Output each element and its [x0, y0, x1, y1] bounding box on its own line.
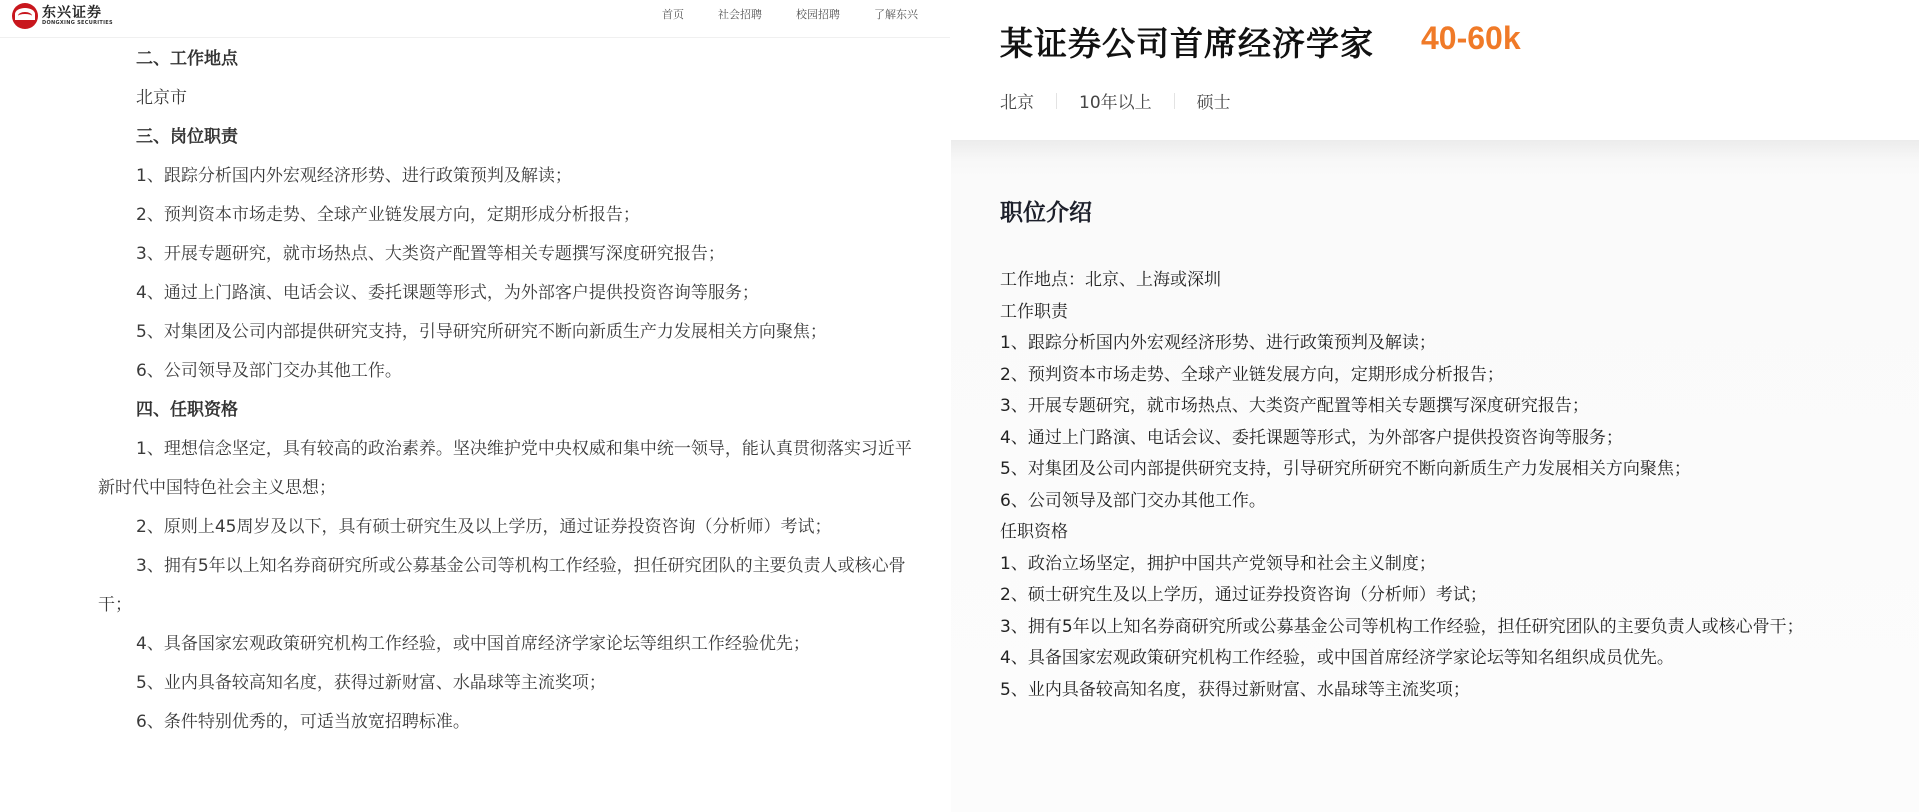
duty-item: 4、通过上门路演、电话会议、委托课题等形式，为外部客户提供投资咨询等服务； [136, 283, 759, 303]
nav-campus-recruit[interactable]: 校园招聘 [796, 8, 840, 21]
job-header [951, 0, 1919, 140]
qualification-item: 5、业内具备较高知名度，获得过新财富、水晶球等主流奖项； [136, 673, 606, 693]
qualification-item: 2、原则上45周岁及以下，具有硕士研究生及以上学历，通过证券投资咨询（分析师）考试； [136, 517, 832, 537]
nav-home[interactable]: 首页 [662, 8, 684, 21]
duty-item: 1、跟踪分析国内外宏观经济形势、进行政策预判及解读； [136, 166, 572, 186]
job-title: 某证券公司首席经济学家 [1000, 24, 1374, 63]
qualification-item: 5、业内具备较高知名度，获得过新财富、水晶球等主流奖项； [1000, 679, 1470, 700]
company-logo[interactable] [12, 3, 113, 29]
top-nav [628, 0, 918, 28]
nav-about[interactable]: 了解东兴 [874, 8, 918, 21]
section-title: 职位介绍 [1000, 200, 1092, 226]
location-text: 北京市 [136, 88, 187, 108]
qualification-item: 1、政治立场坚定，拥护中国共产党领导和社会主义制度； [1000, 553, 1436, 574]
right-job-page [951, 0, 1919, 812]
left-job-page [0, 0, 950, 812]
qualification-item: 3、拥有5年以上知名券商研究所或公募基金公司等机构工作经验，担任研究团队的主要负责人或核心骨干； [98, 556, 906, 615]
job-detail-card [951, 140, 1919, 812]
meta-divider [1056, 93, 1057, 109]
qualifications-heading: 四、任职资格 [136, 400, 238, 420]
meta-divider [1174, 93, 1175, 109]
duty-item: 2、预判资本市场走势、全球产业链发展方向，定期形成分析报告； [1000, 364, 1504, 385]
site-header [0, 0, 950, 38]
location-heading: 二、工作地点 [136, 49, 238, 69]
duty-item: 6、公司领导及部门交办其他工作。 [136, 361, 402, 381]
duty-item: 4、通过上门路演、电话会议、委托课题等形式，为外部客户提供投资咨询等服务； [1000, 427, 1623, 448]
duty-item: 3、开展专题研究，就市场热点、大类资产配置等相关专题撰写深度研究报告； [1000, 396, 1589, 416]
qualification-item: 2、硕士研究生及以上学历，通过证券投资咨询（分析师）考试； [1000, 585, 1487, 605]
qualification-item: 3、拥有5年以上知名券商研究所或公募基金公司等机构工作经验，担任研究团队的主要负责人或核心骨干； [1000, 616, 1804, 637]
meta-city: 北京 [1000, 93, 1034, 113]
qualification-item: 6、条件特别优秀的，可适当放宽招聘标准。 [136, 712, 470, 732]
meta-education: 硕士 [1196, 93, 1231, 113]
dongxing-logo-icon [12, 3, 38, 29]
job-detail-list [1000, 265, 1804, 706]
qualification-item: 4、具备国家宏观政策研究机构工作经验，或中国首席经济学家论坛等组织工作经验优先； [136, 634, 810, 654]
duty-item: 6、公司领导及部门交办其他工作。 [1000, 490, 1266, 511]
duty-item: 2、预判资本市场走势、全球产业链发展方向，定期形成分析报告； [136, 205, 640, 225]
salary-range: 40-60k [1421, 20, 1521, 56]
duties-heading: 三、岗位职责 [136, 127, 238, 147]
duty-item: 5、对集团及公司内部提供研究支持，引导研究所研究不断向新质生产力发展相关方向聚焦； [1000, 459, 1691, 479]
duty-item: 1、跟踪分析国内外宏观经济形势、进行政策预判及解读； [1000, 333, 1436, 353]
logo-cn-text: 东兴证券 [42, 5, 102, 21]
nav-social-recruit[interactable]: 社会招聘 [718, 8, 762, 21]
logo-en-text: DONGXING SECURITIES [42, 20, 113, 26]
job-description [98, 40, 928, 742]
qualification-item: 4、具备国家宏观政策研究机构工作经验，或中国首席经济学家论坛等知名组织成员优先。 [1000, 648, 1674, 668]
duty-item: 5、对集团及公司内部提供研究支持，引导研究所研究不断向新质生产力发展相关方向聚焦； [136, 322, 827, 342]
location-line: 工作地点：北京、上海或深圳 [1000, 270, 1221, 290]
meta-experience: 10年以上 [1079, 93, 1152, 113]
duties-heading: 工作职责 [1000, 301, 1068, 322]
duty-item: 3、开展专题研究，就市场热点、大类资产配置等相关专题撰写深度研究报告； [136, 244, 725, 264]
job-meta [1000, 88, 1231, 113]
qualifications-heading: 任职资格 [1000, 522, 1068, 542]
qualification-item: 1、理想信念坚定，具有较高的政治素养。坚决维护党中央权威和集中统一领导，能认真贯彻落实习近平新时代中国特色社会主义思想； [98, 439, 912, 498]
